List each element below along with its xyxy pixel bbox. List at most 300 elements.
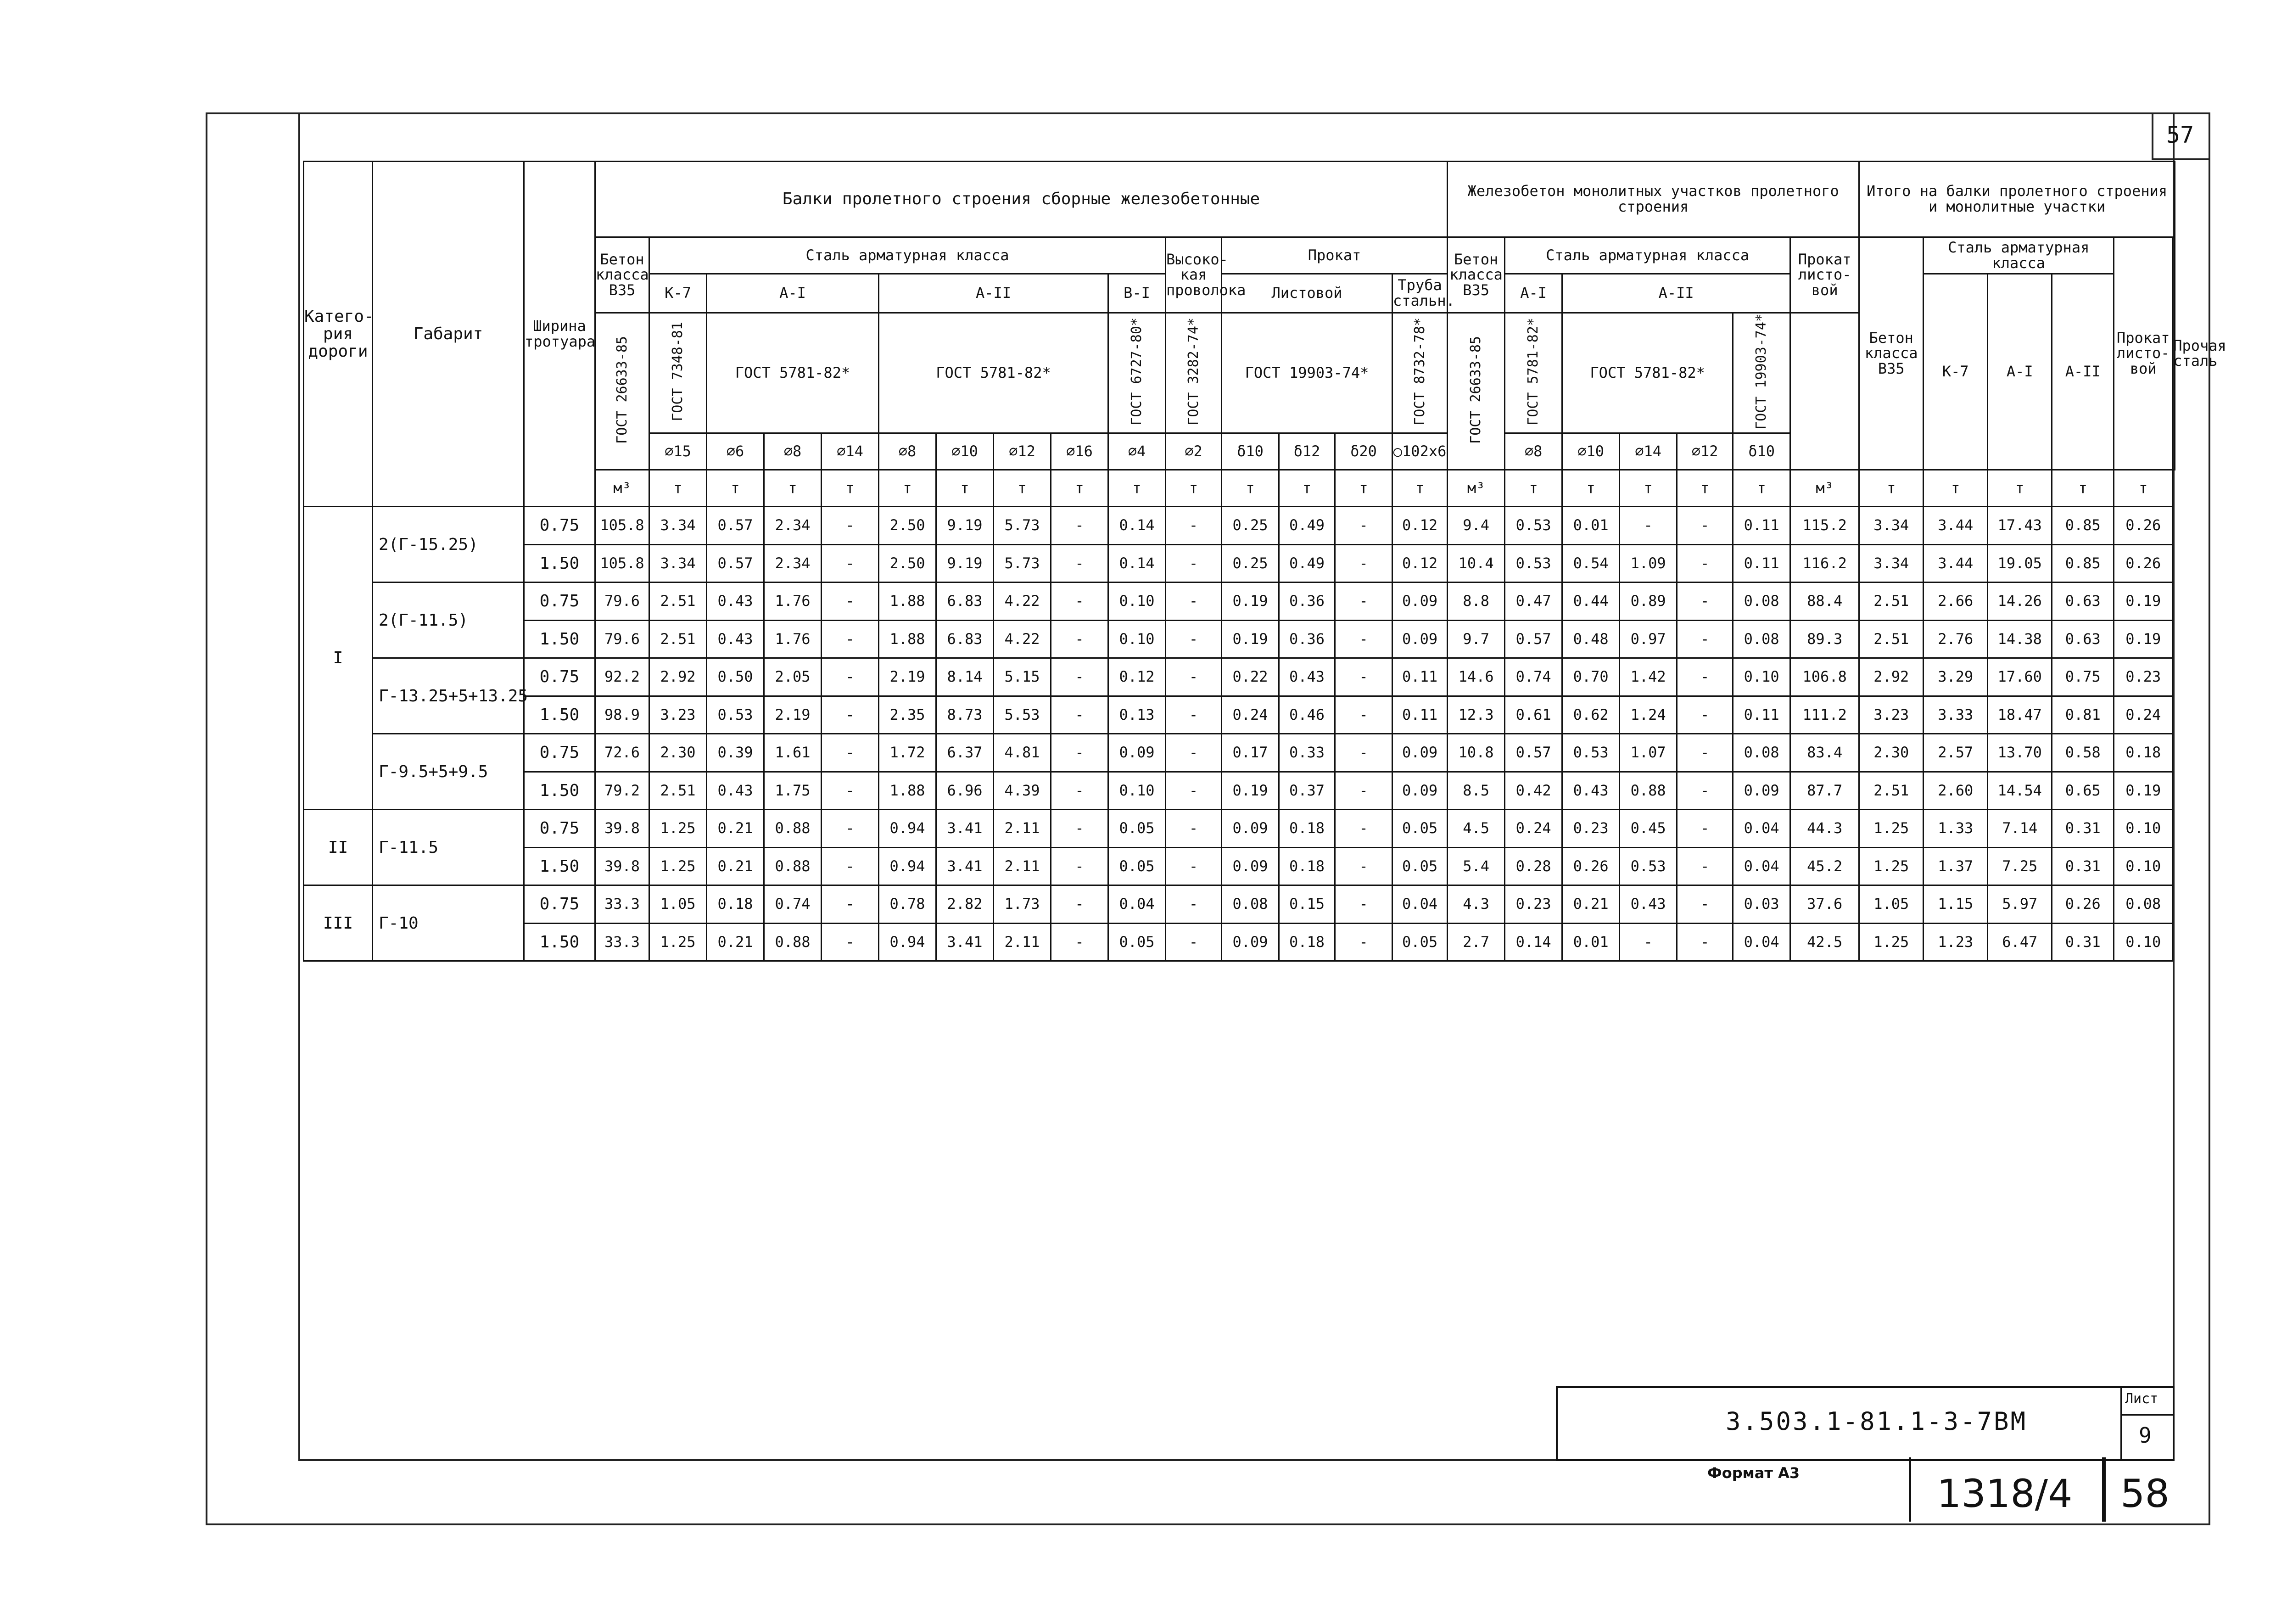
header-gost-3282: ГОСТ 3282-74*	[1166, 313, 1222, 433]
value-cell: 79.6	[595, 620, 649, 658]
value-cell: 0.12	[1392, 544, 1448, 582]
value-cell: -	[1166, 810, 1222, 848]
value-cell: -	[1051, 696, 1108, 734]
size-cell: ○102х6	[1392, 433, 1448, 470]
value-cell: -	[1677, 620, 1733, 658]
value-cell: -	[822, 734, 879, 772]
table-row	[304, 582, 2175, 621]
value-cell: -	[1166, 885, 1222, 924]
value-cell: 0.58	[2052, 734, 2114, 772]
value-cell: -	[1166, 582, 1222, 621]
table-row	[304, 658, 2175, 696]
header-a1-total: А-I	[1988, 274, 2052, 470]
value-cell: 14.54	[1988, 772, 2052, 810]
header-a1-m: А-I	[1505, 274, 1562, 313]
value-cell: 106.8	[1790, 658, 1859, 696]
value-cell: 13.70	[1988, 734, 2052, 772]
value-cell: 0.11	[1392, 658, 1448, 696]
value-cell: 0.57	[707, 507, 764, 545]
value-cell: 4.39	[994, 772, 1051, 810]
value-cell: 72.6	[595, 734, 649, 772]
value-cell: 0.57	[1505, 620, 1562, 658]
unit-cell: т	[1051, 470, 1108, 507]
unit-cell: т	[1677, 470, 1733, 507]
value-cell: -	[1677, 772, 1733, 810]
value-cell: -	[1620, 923, 1677, 961]
value-cell: 0.88	[764, 810, 822, 848]
value-cell: -	[1051, 734, 1108, 772]
value-cell: 0.43	[1620, 885, 1677, 924]
table-row	[304, 544, 2175, 582]
value-cell: 0.09	[1733, 772, 1790, 810]
value-cell: 1.25	[1859, 847, 1924, 885]
value-cell: 0.24	[2114, 696, 2173, 734]
unit-cell: т	[1620, 470, 1677, 507]
value-cell: 3.29	[1924, 658, 1988, 696]
value-cell: 0.57	[707, 544, 764, 582]
value-cell: 0.62	[1562, 696, 1620, 734]
table-row	[304, 620, 2175, 658]
value-cell: -	[822, 772, 879, 810]
value-cell: 1.25	[649, 810, 707, 848]
unit-cell: т	[822, 470, 879, 507]
size-cell: δ10	[1222, 433, 1279, 470]
value-cell: 0.74	[1505, 658, 1562, 696]
value-cell: 1.23	[1924, 923, 1988, 961]
value-cell: -	[1166, 620, 1222, 658]
sidewalk-cell: 1.50	[524, 772, 595, 810]
value-cell: 9.19	[936, 544, 994, 582]
value-cell: 0.08	[1733, 620, 1790, 658]
value-cell: 2.35	[879, 696, 936, 734]
size-cell: ∅12	[994, 433, 1051, 470]
value-cell: 0.21	[707, 810, 764, 848]
value-cell: 0.44	[1562, 582, 1620, 621]
value-cell: 0.10	[1733, 658, 1790, 696]
value-cell: 2.51	[1859, 620, 1924, 658]
value-cell: 3.34	[1859, 544, 1924, 582]
header-gost-5781-a2: ГОСТ 5781-82*	[879, 313, 1108, 433]
value-cell: 0.11	[1392, 696, 1448, 734]
value-cell: 4.22	[994, 620, 1051, 658]
size-cell: ∅4	[1108, 433, 1166, 470]
value-cell: 87.7	[1790, 772, 1859, 810]
value-cell: 1.37	[1924, 847, 1988, 885]
value-cell: 0.75	[2052, 658, 2114, 696]
value-cell: 0.53	[707, 696, 764, 734]
value-cell: 0.47	[1505, 582, 1562, 621]
header-gost-26633-m: ГОСТ 26633-85	[1448, 313, 1505, 470]
sidewalk-cell: 0.75	[524, 810, 595, 848]
value-cell: 5.4	[1448, 847, 1505, 885]
value-cell: 2.11	[994, 847, 1051, 885]
sidewalk-cell: 0.75	[524, 734, 595, 772]
value-cell: 0.10	[1108, 772, 1166, 810]
value-cell: 1.42	[1620, 658, 1677, 696]
value-cell: 14.6	[1448, 658, 1505, 696]
sheet-number: 9	[2139, 1423, 2152, 1448]
value-cell: 0.94	[879, 923, 936, 961]
header-other-steel: Прочая сталь	[2173, 237, 2175, 470]
value-cell: 98.9	[595, 696, 649, 734]
value-cell: 18.47	[1988, 696, 2052, 734]
sidewalk-cell: 0.75	[524, 658, 595, 696]
value-cell: 0.88	[1620, 772, 1677, 810]
value-cell: 0.48	[1562, 620, 1620, 658]
value-cell: 0.09	[1222, 810, 1279, 848]
value-cell: 1.15	[1924, 885, 1988, 924]
value-cell: -	[1166, 544, 1222, 582]
value-cell: 0.21	[1562, 885, 1620, 924]
value-cell: -	[1335, 620, 1392, 658]
value-cell: 0.94	[879, 810, 936, 848]
value-cell: -	[822, 885, 879, 924]
sheet-label: Лист	[2125, 1391, 2158, 1407]
value-cell: 2.34	[764, 507, 822, 545]
value-cell: 3.34	[649, 507, 707, 545]
unit-cell: т	[2052, 470, 2114, 507]
value-cell: 89.3	[1790, 620, 1859, 658]
value-cell: 0.22	[1222, 658, 1279, 696]
value-cell: 8.14	[936, 658, 994, 696]
value-cell: 0.49	[1279, 507, 1335, 545]
value-cell: 1.88	[879, 772, 936, 810]
value-cell: 105.8	[595, 507, 649, 545]
value-cell: 4.3	[1448, 885, 1505, 924]
value-cell: 2.51	[649, 582, 707, 621]
header-group-total: Итого на балки пролетного строения и монолитные участки	[1859, 162, 2175, 237]
value-cell: 0.31	[2052, 923, 2114, 961]
unit-cell: т	[1222, 470, 1279, 507]
value-cell: 2.19	[879, 658, 936, 696]
value-cell: 9.7	[1448, 620, 1505, 658]
header-k7: К-7	[649, 274, 707, 313]
value-cell: 1.05	[649, 885, 707, 924]
unit-cell: т	[1859, 470, 1924, 507]
value-cell: 17.60	[1988, 658, 2052, 696]
value-cell: 2.51	[1859, 772, 1924, 810]
value-cell: 1.72	[879, 734, 936, 772]
value-cell: 0.14	[1505, 923, 1562, 961]
format-label: Формат А3	[1707, 1464, 1800, 1482]
value-cell: 44.3	[1790, 810, 1859, 848]
value-cell: -	[822, 810, 879, 848]
gabarit-cell: 2(Г-15.25)	[373, 507, 524, 582]
value-cell: 0.54	[1562, 544, 1620, 582]
value-cell: 0.18	[1279, 847, 1335, 885]
size-cell: ∅14	[822, 433, 879, 470]
unit-cell: т	[1988, 470, 2052, 507]
size-cell: ∅8	[764, 433, 822, 470]
value-cell: 5.73	[994, 544, 1051, 582]
value-cell: 0.31	[2052, 847, 2114, 885]
value-cell: -	[1335, 810, 1392, 848]
table-row	[304, 923, 2175, 961]
value-cell: 0.23	[1505, 885, 1562, 924]
value-cell: 0.08	[2114, 885, 2173, 924]
value-cell: 0.74	[764, 885, 822, 924]
sidewalk-cell: 0.75	[524, 507, 595, 545]
value-cell: 0.10	[1108, 620, 1166, 658]
value-cell: 0.65	[2052, 772, 2114, 810]
value-cell: 83.4	[1790, 734, 1859, 772]
header-gost-19903-m: ГОСТ 19903-74*	[1733, 313, 1790, 433]
header-sidewalk: Ширина тротуара	[524, 162, 595, 507]
value-cell: 1.05	[1859, 885, 1924, 924]
value-cell: 0.49	[1279, 544, 1335, 582]
archive-number: 1318/4	[1937, 1471, 2073, 1516]
value-cell: 0.26	[2114, 507, 2173, 545]
value-cell: 2.11	[994, 810, 1051, 848]
value-cell: 3.23	[1859, 696, 1924, 734]
value-cell: 1.09	[1620, 544, 1677, 582]
value-cell: 1.25	[1859, 923, 1924, 961]
value-cell: 1.33	[1924, 810, 1988, 848]
value-cell: 0.19	[1222, 772, 1279, 810]
value-cell: 0.28	[1505, 847, 1562, 885]
value-cell: 0.14	[1108, 507, 1166, 545]
header-concrete-m: Бетон класса В35	[1448, 237, 1505, 313]
table-row	[304, 734, 2175, 772]
value-cell: 3.44	[1924, 507, 1988, 545]
value-cell: 9.4	[1448, 507, 1505, 545]
doc-code: 3.503.1-81.1-3-7ВМ	[1726, 1407, 2028, 1436]
value-cell: 0.05	[1392, 923, 1448, 961]
value-cell: 0.04	[1733, 923, 1790, 961]
page-number: 57	[2166, 122, 2194, 148]
value-cell: 0.88	[764, 847, 822, 885]
value-cell: 0.08	[1733, 734, 1790, 772]
value-cell: -	[1335, 885, 1392, 924]
value-cell: 88.4	[1790, 582, 1859, 621]
table-row	[304, 696, 2175, 734]
value-cell: 0.25	[1222, 544, 1279, 582]
header-truba: Труба стальн.	[1392, 274, 1448, 313]
unit-cell: т	[1733, 470, 1790, 507]
value-cell: 2.60	[1924, 772, 1988, 810]
value-cell: 5.73	[994, 507, 1051, 545]
value-cell: -	[1677, 658, 1733, 696]
size-cell: ∅8	[879, 433, 936, 470]
value-cell: -	[822, 923, 879, 961]
header-gost-19903: ГОСТ 19903-74*	[1222, 313, 1392, 433]
value-cell: 19.05	[1988, 544, 2052, 582]
value-cell: 0.43	[1279, 658, 1335, 696]
size-cell: δ20	[1335, 433, 1392, 470]
value-cell: 1.88	[879, 620, 936, 658]
value-cell: 39.8	[595, 847, 649, 885]
value-cell: -	[1335, 772, 1392, 810]
value-cell: 79.2	[595, 772, 649, 810]
value-cell: -	[1166, 734, 1222, 772]
value-cell: -	[1620, 507, 1677, 545]
unit-cell: м³	[595, 470, 649, 507]
header-category: Катего-рия дороги	[304, 162, 373, 507]
header-prokat-total: Прокат листо-вой	[2114, 237, 2173, 470]
value-cell: 0.13	[1108, 696, 1166, 734]
value-cell: 5.15	[994, 658, 1051, 696]
header-gabarit: Габарит	[373, 162, 524, 507]
value-cell: 0.01	[1562, 923, 1620, 961]
value-cell: 0.31	[2052, 810, 2114, 848]
bottom-page-number: 58	[2120, 1471, 2170, 1516]
sidewalk-cell: 1.50	[524, 544, 595, 582]
value-cell: 0.53	[1562, 734, 1620, 772]
unit-cell: м³	[1790, 470, 1859, 507]
value-cell: 0.18	[2114, 734, 2173, 772]
table-row	[304, 885, 2175, 924]
header-group-monolith: Железобетон монолитных участков пролетного строения	[1448, 162, 1859, 237]
value-cell: 0.11	[1733, 507, 1790, 545]
header-gost-26633: ГОСТ 26633-85	[595, 313, 649, 470]
table-row	[304, 847, 2175, 885]
value-cell: 0.18	[1279, 810, 1335, 848]
value-cell: -	[1051, 772, 1108, 810]
value-cell: 5.97	[1988, 885, 2052, 924]
value-cell: -	[1677, 582, 1733, 621]
header-concrete-total: Бетон класса В35	[1859, 237, 1924, 470]
value-cell: -	[822, 620, 879, 658]
sidewalk-cell: 0.75	[524, 885, 595, 924]
value-cell: 3.23	[649, 696, 707, 734]
size-cell: δ10	[1733, 433, 1790, 470]
value-cell: 3.34	[1859, 507, 1924, 545]
value-cell: 79.6	[595, 582, 649, 621]
value-cell: 33.3	[595, 923, 649, 961]
value-cell: 8.73	[936, 696, 994, 734]
header-group-beams: Балки пролетного строения сборные железобетонные	[595, 162, 1448, 237]
value-cell: 0.09	[1222, 923, 1279, 961]
value-cell: 0.63	[2052, 620, 2114, 658]
value-cell: 0.05	[1108, 847, 1166, 885]
value-cell: 0.10	[2114, 847, 2173, 885]
value-cell: -	[1677, 810, 1733, 848]
header-a1: А-I	[707, 274, 879, 313]
value-cell: 1.88	[879, 582, 936, 621]
size-cell: ∅8	[1505, 433, 1562, 470]
sidewalk-cell: 1.50	[524, 847, 595, 885]
value-cell: 0.42	[1505, 772, 1562, 810]
value-cell: 0.09	[1392, 582, 1448, 621]
value-cell: 2.30	[649, 734, 707, 772]
value-cell: -	[1335, 847, 1392, 885]
value-cell: -	[1677, 696, 1733, 734]
value-cell: -	[822, 847, 879, 885]
header-b1: В-I	[1108, 274, 1166, 313]
header-gost-5781-a1: ГОСТ 5781-82*	[707, 313, 879, 433]
header-wire: Высоко-кая проволока	[1166, 237, 1222, 313]
value-cell: 0.46	[1279, 696, 1335, 734]
value-cell: 0.09	[1222, 847, 1279, 885]
value-cell: 5.53	[994, 696, 1051, 734]
value-cell: 116.2	[1790, 544, 1859, 582]
value-cell: 2.30	[1859, 734, 1924, 772]
unit-cell: т	[1166, 470, 1222, 507]
unit-cell: т	[1392, 470, 1448, 507]
unit-cell: т	[1108, 470, 1166, 507]
header-gost-6727: ГОСТ 6727-80*	[1108, 313, 1166, 433]
value-cell: 105.8	[595, 544, 649, 582]
value-cell: 0.85	[2052, 507, 2114, 545]
value-cell: 1.73	[994, 885, 1051, 924]
value-cell: 0.43	[707, 582, 764, 621]
value-cell: 3.44	[1924, 544, 1988, 582]
unit-cell: т	[1505, 470, 1562, 507]
value-cell: 2.50	[879, 544, 936, 582]
unit-cell: т	[879, 470, 936, 507]
value-cell: -	[1051, 810, 1108, 848]
value-cell: 2.82	[936, 885, 994, 924]
value-cell: -	[1051, 507, 1108, 545]
value-cell: 1.25	[649, 923, 707, 961]
value-cell: 0.24	[1222, 696, 1279, 734]
value-cell: -	[1051, 923, 1108, 961]
header-steel-total: Сталь арматурная класса	[1924, 237, 2114, 274]
value-cell: 2.66	[1924, 582, 1988, 621]
value-cell: 2.34	[764, 544, 822, 582]
value-cell: 1.25	[649, 847, 707, 885]
value-cell: 0.19	[2114, 582, 2173, 621]
value-cell: 0.57	[1505, 734, 1562, 772]
value-cell: 0.81	[2052, 696, 2114, 734]
value-cell: -	[1051, 847, 1108, 885]
value-cell: 0.53	[1505, 544, 1562, 582]
header-listovoy: Листовой	[1222, 274, 1392, 313]
unit-cell: т	[1924, 470, 1988, 507]
unit-cell: т	[649, 470, 707, 507]
value-cell: 0.12	[1108, 658, 1166, 696]
header-steel-m: Сталь арматурная класса	[1505, 237, 1790, 274]
value-cell: 0.04	[1733, 810, 1790, 848]
value-cell: 0.19	[2114, 772, 2173, 810]
header-gost-8732: ГОСТ 8732-78*	[1392, 313, 1448, 433]
header-gost-7348: ГОСТ 7348-81	[649, 313, 707, 433]
value-cell: 3.33	[1924, 696, 1988, 734]
value-cell: 42.5	[1790, 923, 1859, 961]
value-cell: 0.08	[1733, 582, 1790, 621]
value-cell: 0.03	[1733, 885, 1790, 924]
size-cell: ∅15	[649, 433, 707, 470]
value-cell: 2.92	[1859, 658, 1924, 696]
value-cell: 0.43	[707, 620, 764, 658]
value-cell: 0.39	[707, 734, 764, 772]
unit-cell: т	[1562, 470, 1620, 507]
header-steel: Сталь арматурная класса	[649, 237, 1166, 274]
value-cell: 0.10	[2114, 810, 2173, 848]
value-cell: 4.22	[994, 582, 1051, 621]
value-cell: 0.10	[2114, 923, 2173, 961]
value-cell: 14.38	[1988, 620, 2052, 658]
gabarit-cell: Г-11.5	[373, 810, 524, 885]
table-row	[304, 772, 2175, 810]
header-concrete: Бетон класса В35	[595, 237, 649, 313]
value-cell: 2.7	[1448, 923, 1505, 961]
value-cell: 2.51	[1859, 582, 1924, 621]
value-cell: 0.05	[1108, 810, 1166, 848]
unit-cell: м³	[1448, 470, 1505, 507]
value-cell: -	[1335, 582, 1392, 621]
value-cell: -	[1166, 658, 1222, 696]
size-cell: ∅6	[707, 433, 764, 470]
sidewalk-cell: 0.75	[524, 582, 595, 621]
value-cell: 0.23	[1562, 810, 1620, 848]
gabarit-cell: Г-10	[373, 885, 524, 961]
value-cell: 6.47	[1988, 923, 2052, 961]
sidewalk-cell: 1.50	[524, 620, 595, 658]
value-cell: 0.09	[1392, 734, 1448, 772]
value-cell: 2.05	[764, 658, 822, 696]
value-cell: 0.37	[1279, 772, 1335, 810]
